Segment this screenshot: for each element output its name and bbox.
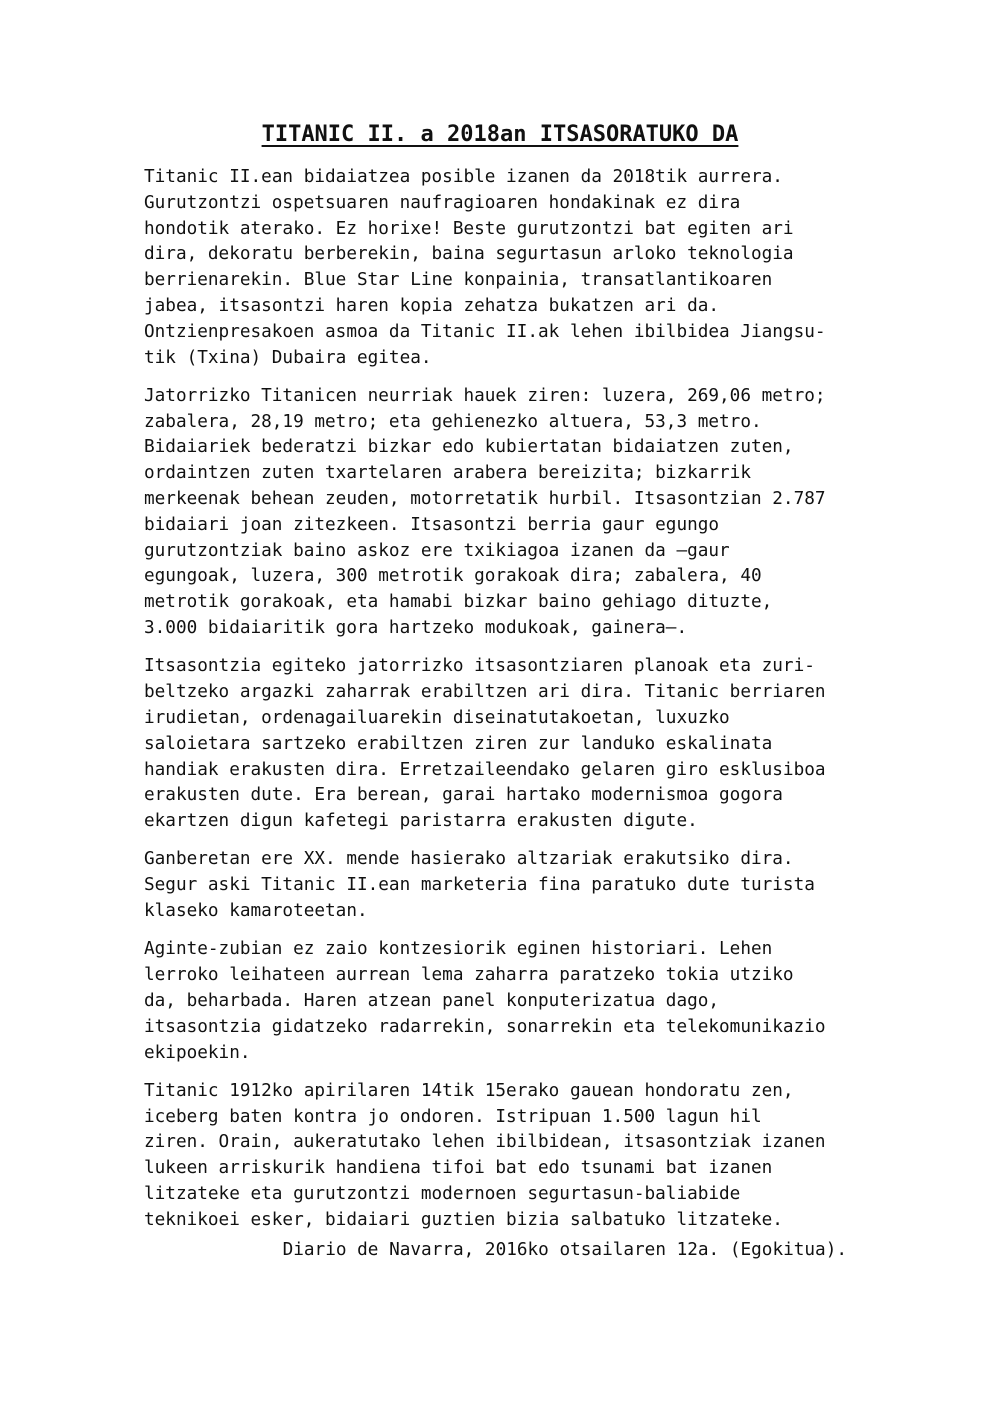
paragraph-line: teknikoei esker, bidaiari guztien bizia salbatuko litzateke.	[144, 1209, 783, 1230]
document-title: TITANIC II. a 2018an ITSASORATUKO DA	[261, 122, 739, 147]
paragraph-line: iceberg baten kontra jo ondoren. Istripuan 1.500 lagun hil	[144, 1106, 762, 1127]
paragraph-line: lukeen arriskurik handiena tifoi bat edo tsunami bat izanen	[144, 1158, 773, 1179]
paragraph-line: Segur aski Titanic II.ean marketeria fina paratuko dute turista	[144, 875, 815, 896]
paragraph-line: itsasontzia gidatzeko radarrekin, sonarrekin eta telekomunikazio	[144, 1016, 826, 1037]
paragraph-line: Titanic II.ean bidaiatzea posible izanen da 2018tik aurrera.	[144, 167, 783, 187]
article-body	[144, 165, 864, 1246]
paragraph-1	[144, 165, 864, 371]
paragraph-line: ekipoekin.	[144, 1042, 251, 1063]
paragraph-line: klaseko kamaroteetan.	[144, 901, 368, 922]
paragraph-line: 3.000 bidaiaritik gora hartzeko modukoak, gainera–.	[144, 618, 688, 639]
paragraph-line: beltzeko argazki zaharrak erabiltzen ari dira. Titanic berriaren	[144, 682, 826, 703]
paragraph-line: dira, dekoratu berberekin, baina segurtasun arloko teknologia	[144, 244, 794, 265]
paragraph-line: ziren. Orain, aukeratutako lehen ibilbidean, itsasontziak izanen	[144, 1132, 826, 1153]
paragraph-3	[144, 654, 864, 835]
paragraph-line: zabalera, 28,19 metro; eta gehienezko altuera, 53,3 metro.	[144, 411, 762, 432]
paragraph-4	[144, 847, 864, 924]
paragraph-line: erakusten dute. Era berean, garai hartako modernismoa gogora	[144, 785, 783, 806]
paragraph-line: handiak erakusten dira. Erretzaileendako gelaren giro esklusiboa	[144, 759, 826, 780]
paragraph-line: ordaintzen zuten txartelaren arabera bereizita; bizkarrik	[144, 463, 751, 484]
paragraph-line: litzateke eta gurutzontzi modernoen segurtasun-baliabide	[144, 1183, 741, 1204]
paragraph-line: ekartzen digun kafetegi paristarra erakusten digute.	[144, 811, 698, 832]
source-citation: Diario de Navarra, 2016ko otsailaren 12a. (Egokitua).	[282, 1240, 847, 1260]
paragraph-line: Ontzienpresakoen asmoa da Titanic II.ak lehen ibilbidea Jiangsu-	[144, 321, 826, 342]
paragraph-line: berrienarekin. Blue Star Line konpainia, transatlantikoaren	[144, 270, 773, 291]
paragraph-line: jabea, itsasontzi haren kopia zehatza bukatzen ari da.	[144, 295, 720, 316]
paragraph-line: bidaiari joan zitezkeen. Itsasontzi berria gaur egungo	[144, 514, 720, 535]
paragraph-line: hondotik aterako. Ez horixe! Beste gurutzontzi bat egiten ari	[144, 218, 794, 239]
paragraph-line: tik (Txina) Dubaira egitea.	[144, 347, 432, 368]
paragraph-line: merkeenak behean zeuden, motorretatik hurbil. Itsasontzian 2.787	[144, 489, 826, 510]
paragraph-line: Titanic 1912ko apirilaren 14tik 15erako gauean hondoratu zen,	[144, 1080, 794, 1101]
paragraph-2	[144, 384, 864, 642]
paragraph-5	[144, 937, 864, 1066]
paragraph-line: egungoak, luzera, 300 metrotik gorakoak dira; zabalera, 40	[144, 566, 762, 587]
paragraph-line: gurutzontziak baino askoz ere txikiagoa izanen da –gaur	[144, 540, 730, 561]
paragraph-line: Aginte-zubian ez zaio kontzesiorik eginen historiari. Lehen	[144, 939, 773, 960]
paragraph-6	[144, 1079, 864, 1234]
paragraph-line: metrotik gorakoak, eta hamabi bizkar baino gehiago dituzte,	[144, 592, 773, 613]
paragraph-line: da, beharbada. Haren atzean panel konputerizatua dago,	[144, 990, 720, 1011]
paragraph-line: lerroko leihateen aurrean lema zaharra paratzeko tokia utziko	[144, 965, 794, 986]
paragraph-line: saloietara sartzeko erabiltzen ziren zur landuko eskalinata	[144, 733, 773, 754]
paragraph-line: Gurutzontzi ospetsuaren naufragioaren hondakinak ez dira	[144, 192, 741, 213]
paragraph-line: Jatorrizko Titanicen neurriak hauek ziren: luzera, 269,06 metro;	[144, 385, 826, 406]
paragraph-line: Bidaiariek bederatzi bizkar edo kubiertatan bidaiatzen zuten,	[144, 437, 794, 458]
paragraph-line: Ganberetan ere XX. mende hasierako altzariak erakutsiko dira.	[144, 849, 794, 870]
paragraph-line: Itsasontzia egiteko jatorrizko itsasontziaren planoak eta zuri-	[144, 656, 815, 677]
paragraph-line: irudietan, ordenagailuarekin diseinatutakoetan, luxuzko	[144, 707, 730, 728]
